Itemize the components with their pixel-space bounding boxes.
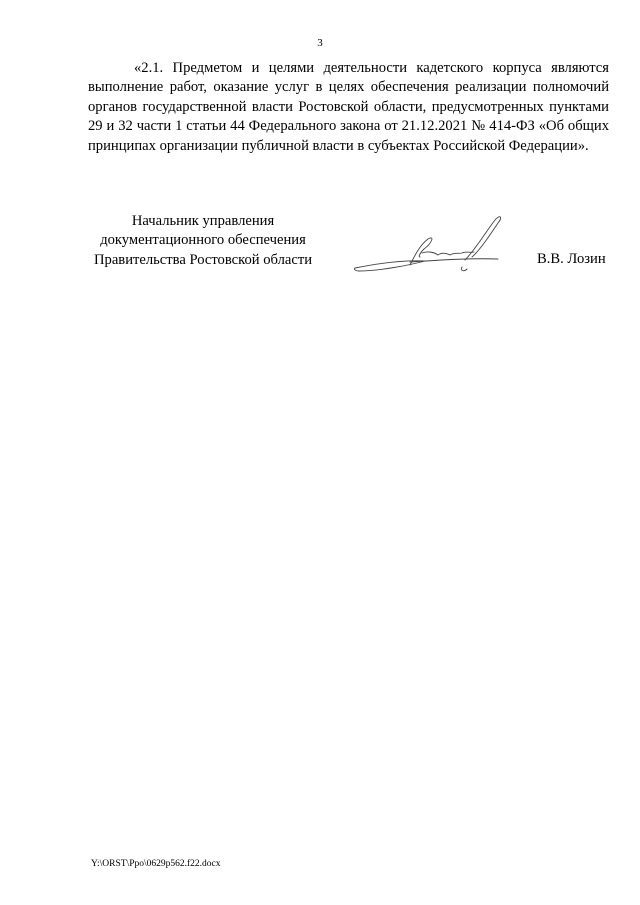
handwritten-signature-icon (350, 205, 520, 280)
position-line-1: Начальник управления (131, 213, 275, 229)
signer-name: В.В. Лозин (537, 251, 606, 267)
page-number: 3 (317, 37, 323, 49)
signatory-position (88, 212, 318, 270)
position-line-2: документационного обеспечения (100, 232, 306, 249)
document-body (88, 59, 609, 156)
position-line-3: Правительства Ростовской области (93, 251, 313, 268)
footer-file-path: Y:\ORST\Ppo\0629p562.f22.docx (91, 859, 221, 869)
paragraph-2-1: «2.1. Предметом и целями деятельности кадетского корпуса являются выполнение работ, оказание услуг в целях обеспечения реализации полномочий органов государственной власти Ростовской области, предусмотренных пунктами 29 и 32 части 1 статьи 44 Федерального закона от 21.12.2021 № 414-ФЗ «Об общих принципах организации публичной власти в субъектах Российской Федерации». (88, 60, 609, 154)
